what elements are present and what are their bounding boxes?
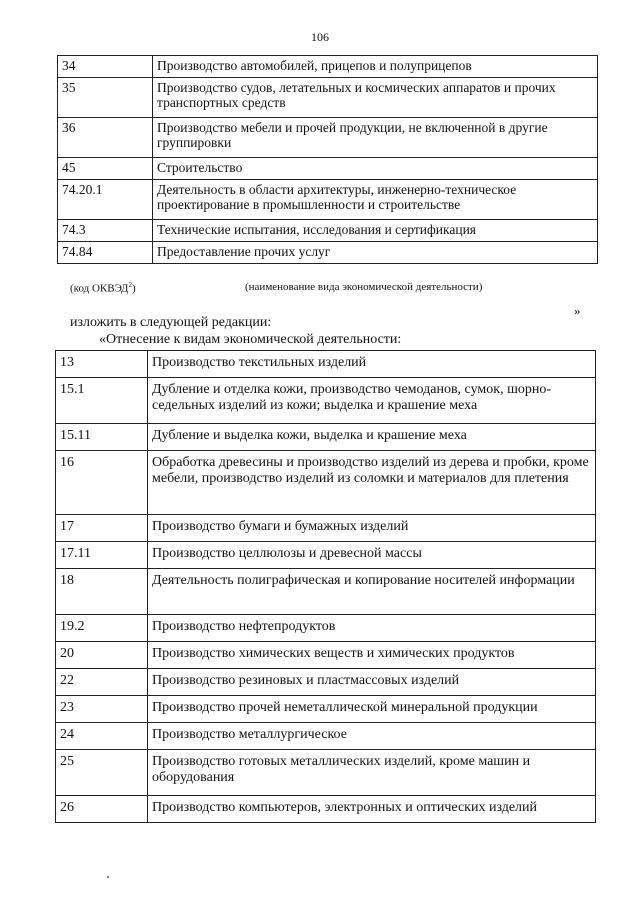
activity-name: Производство судов, летательных и космических аппаратов и прочих транспортных средств [153,78,598,118]
okved-code: 13 [56,351,148,378]
code-caption-text: (код ОКВЭД [70,282,129,295]
okved-code: 22 [56,669,148,696]
activity-name: Производство целлюлозы и древесной массы [148,542,596,569]
footnote-marker: 2 [128,281,132,289]
okved-code: 18 [56,569,148,615]
okved-table-old [57,55,598,264]
activity-name: Производство готовых металлических изделий, кроме машин и оборудования [148,750,596,796]
okved-code: 45 [58,158,153,180]
okved-code: 20 [56,642,148,669]
page-number: 106 [311,30,329,44]
activity-name: Производство прочей неметаллической минеральной продукции [148,696,596,723]
table-row [56,615,596,642]
table-row [58,118,598,158]
okved-code: 15.11 [56,424,148,451]
table-row [56,642,596,669]
activity-name: Строительство [153,158,598,180]
table-row [58,158,598,180]
table-row [56,515,596,542]
activity-name: Обработка древесины и производство изделий из дерева и пробки, кроме мебели, производство изделий из соломки и материалов для плетения [148,451,596,515]
table-row [56,750,596,796]
activity-name: Производство мебели и прочей продукции, не включенной в другие группировки [153,118,598,158]
okved-code: 35 [58,78,153,118]
activity-name: Технические испытания, исследования и сертификация [153,220,598,242]
activity-name: Производство бумаги и бумажных изделий [148,515,596,542]
okved-table-new [55,350,596,823]
activity-name: Производство автомобилей, прицепов и полуприцепов [153,56,598,78]
activity-name: Деятельность полиграфическая и копирование носителей информации [148,569,596,615]
table-row [56,351,596,378]
name-caption: (наименование вида экономической деятельности) [245,281,483,293]
table-row [56,542,596,569]
activity-name: Производство металлургическое [148,723,596,750]
okved-code: 23 [56,696,148,723]
table-row [58,242,598,264]
table-row [58,220,598,242]
table-row [58,180,598,220]
activity-name: Деятельность в области архитектуры, инженерно-техническое проектирование в промышленности и строительстве [153,180,598,220]
okved-code: 16 [56,451,148,515]
okved-code: 17.11 [56,542,148,569]
closing-quote: » [574,303,581,318]
table-row [56,451,596,515]
okved-code: 74.84 [58,242,153,264]
okved-code: 26 [56,796,148,823]
okved-code: 19.2 [56,615,148,642]
okved-code: 15.1 [56,378,148,424]
activity-name: Производство резиновых и пластмассовых изделий [148,669,596,696]
table-row [58,78,598,118]
okved-code: 74.3 [58,220,153,242]
table-row [56,669,596,696]
okved-code: 34 [58,56,153,78]
table-row [56,723,596,750]
activity-name: Производство нефтепродуктов [148,615,596,642]
okved-code: 25 [56,750,148,796]
amendment-heading: «Отнесение к видам экономической деятельности: [99,332,402,347]
activity-name: Дубление и отделка кожи, производство чемоданов, сумок, шорно-седельных изделий из кожи; выделка и крашение меха [148,378,596,424]
table-row [56,569,596,615]
activity-name: Производство химических веществ и химических продуктов [148,642,596,669]
amendment-instruction: изложить в следующей редакции: [70,315,272,330]
activity-name: Дубление и выделка кожи, выделка и крашение меха [148,424,596,451]
activity-name: Производство компьютеров, электронных и оптических изделий [148,796,596,823]
okved-code: 74.20.1 [58,180,153,220]
scan-speck [107,876,109,878]
okved-code: 17 [56,515,148,542]
table-row [56,696,596,723]
table-row [56,378,596,424]
code-caption [70,281,136,295]
code-caption-end: ) [131,282,136,295]
activity-name: Предоставление прочих услуг [153,242,598,264]
okved-code: 24 [56,723,148,750]
table-row [56,796,596,823]
table-row [56,424,596,451]
okved-code: 36 [58,118,153,158]
table-row [58,56,598,78]
activity-name: Производство текстильных изделий [148,351,596,378]
